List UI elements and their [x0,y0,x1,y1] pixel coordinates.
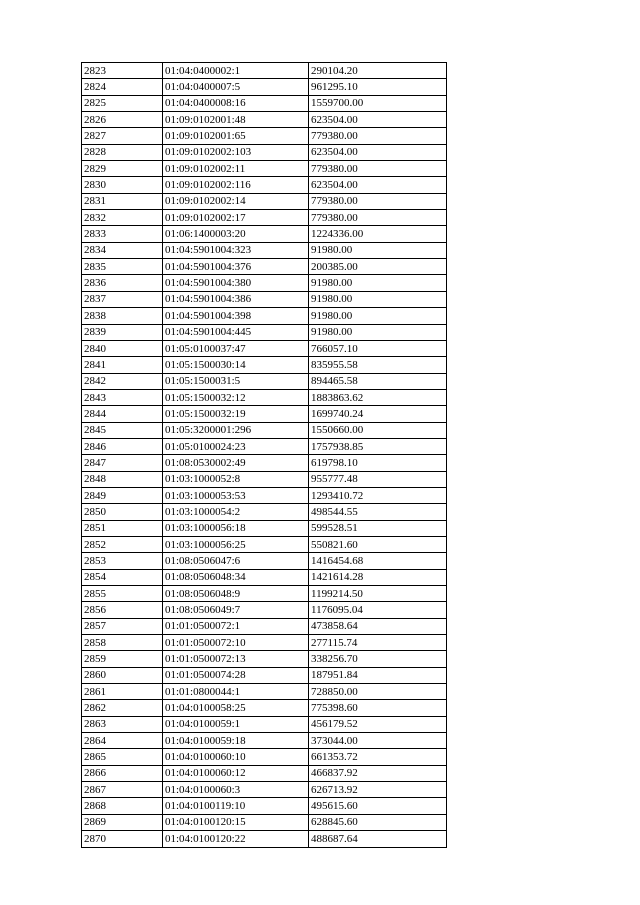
cadastral-number-cell: 01:04:0400008:16 [163,95,309,111]
amount-cell: 1224336.00 [309,226,447,242]
cadastral-number-cell: 01:04:5901004:398 [163,308,309,324]
cadastral-number-cell: 01:04:0100060:3 [163,782,309,798]
table-row [82,553,447,569]
amount-cell: 91980.00 [309,308,447,324]
row-number-cell: 2836 [82,275,163,291]
table-row [82,504,447,520]
cadastral-number-cell: 01:08:0506049:7 [163,602,309,618]
table-row [82,782,447,798]
row-number-cell: 2826 [82,112,163,128]
amount-cell: 623504.00 [309,144,447,160]
amount-cell: 894465.58 [309,373,447,389]
table-row [82,291,447,307]
table-row [82,487,447,503]
cadastral-number-cell: 01:05:1500030:14 [163,357,309,373]
row-number-cell: 2858 [82,635,163,651]
table-row [82,357,447,373]
table-row [82,716,447,732]
row-number-cell: 2847 [82,455,163,471]
row-number-cell: 2860 [82,667,163,683]
row-number-cell: 2831 [82,193,163,209]
table-row [82,128,447,144]
table-row [82,667,447,683]
row-number-cell: 2834 [82,242,163,258]
amount-cell: 91980.00 [309,275,447,291]
cadastral-number-cell: 01:01:0500072:1 [163,618,309,634]
table-row [82,226,447,242]
table-row [82,275,447,291]
amount-cell: 277115.74 [309,635,447,651]
cadastral-number-cell: 01:08:0506047:6 [163,553,309,569]
table-row [82,471,447,487]
amount-cell: 373044.00 [309,733,447,749]
table-row [82,569,447,585]
cadastral-number-cell: 01:09:0102001:65 [163,128,309,144]
table-row [82,177,447,193]
table-row [82,193,447,209]
amount-cell: 1293410.72 [309,487,447,503]
row-number-cell: 2825 [82,95,163,111]
table-row [82,389,447,405]
cadastral-number-cell: 01:05:1500032:19 [163,406,309,422]
row-number-cell: 2843 [82,389,163,405]
cadastral-number-cell: 01:04:0400007:5 [163,79,309,95]
row-number-cell: 2862 [82,700,163,716]
amount-cell: 473858.64 [309,618,447,634]
cadastral-number-cell: 01:03:1000053:53 [163,487,309,503]
row-number-cell: 2867 [82,782,163,798]
amount-cell: 961295.10 [309,79,447,95]
table-row [82,586,447,602]
amount-cell: 91980.00 [309,291,447,307]
amount-cell: 766057.10 [309,340,447,356]
amount-cell: 661353.72 [309,749,447,765]
amount-cell: 488687.64 [309,831,447,847]
table-row [82,210,447,226]
amount-cell: 835955.58 [309,357,447,373]
row-number-cell: 2850 [82,504,163,520]
amount-cell: 466837.92 [309,765,447,781]
table-row [82,144,447,160]
amount-cell: 290104.20 [309,63,447,79]
table-row [82,112,447,128]
cadastral-number-cell: 01:04:0100059:18 [163,733,309,749]
table-row [82,422,447,438]
table-row [82,684,447,700]
table-row [82,455,447,471]
row-number-cell: 2835 [82,259,163,275]
row-number-cell: 2869 [82,814,163,830]
amount-cell: 338256.70 [309,651,447,667]
table-row [82,536,447,552]
table-row [82,700,447,716]
row-number-cell: 2866 [82,765,163,781]
table-row [82,242,447,258]
amount-cell: 628845.60 [309,814,447,830]
table-row [82,520,447,536]
row-number-cell: 2865 [82,749,163,765]
row-number-cell: 2857 [82,618,163,634]
table-row [82,308,447,324]
table-row [82,406,447,422]
row-number-cell: 2846 [82,438,163,454]
table-row [82,79,447,95]
table-row [82,831,447,847]
row-number-cell: 2838 [82,308,163,324]
row-number-cell: 2840 [82,340,163,356]
row-number-cell: 2864 [82,733,163,749]
cadastral-number-cell: 01:06:1400003:20 [163,226,309,242]
amount-cell: 779380.00 [309,193,447,209]
cadastral-number-cell: 01:01:0500074:28 [163,667,309,683]
cadastral-number-cell: 01:08:0506048:34 [163,569,309,585]
cadastral-number-cell: 01:09:0102002:14 [163,193,309,209]
amount-cell: 1559700.00 [309,95,447,111]
amount-cell: 626713.92 [309,782,447,798]
amount-cell: 1699740.24 [309,406,447,422]
amount-cell: 623504.00 [309,112,447,128]
cadastral-number-cell: 01:04:0100120:15 [163,814,309,830]
amount-cell: 1550660.00 [309,422,447,438]
cadastral-number-cell: 01:09:0102002:17 [163,210,309,226]
row-number-cell: 2849 [82,487,163,503]
cadastral-number-cell: 01:05:1500031:5 [163,373,309,389]
row-number-cell: 2853 [82,553,163,569]
table-row [82,602,447,618]
cadastral-number-cell: 01:09:0102002:116 [163,177,309,193]
table-row [82,749,447,765]
cadastral-number-cell: 01:01:0800044:1 [163,684,309,700]
amount-cell: 1421614.28 [309,569,447,585]
table-row [82,161,447,177]
row-number-cell: 2852 [82,536,163,552]
cadastral-number-cell: 01:05:0100024:23 [163,438,309,454]
cadastral-number-cell: 01:04:0100119:10 [163,798,309,814]
amount-cell: 728850.00 [309,684,447,700]
cadastral-number-cell: 01:09:0102002:103 [163,144,309,160]
table-row [82,733,447,749]
row-number-cell: 2823 [82,63,163,79]
table-row [82,635,447,651]
table-row [82,259,447,275]
amount-cell: 200385.00 [309,259,447,275]
amount-cell: 775398.60 [309,700,447,716]
cadastral-number-cell: 01:03:1000056:18 [163,520,309,536]
table-row [82,324,447,340]
row-number-cell: 2859 [82,651,163,667]
cadastral-number-cell: 01:01:0500072:10 [163,635,309,651]
cadastral-number-cell: 01:05:0100037:47 [163,340,309,356]
cadastral-number-cell: 01:04:5901004:386 [163,291,309,307]
amount-cell: 91980.00 [309,242,447,258]
cadastral-number-cell: 01:04:5901004:445 [163,324,309,340]
amount-cell: 456179.52 [309,716,447,732]
table-row [82,340,447,356]
row-number-cell: 2837 [82,291,163,307]
row-number-cell: 2848 [82,471,163,487]
amount-cell: 779380.00 [309,128,447,144]
table-row [82,765,447,781]
row-number-cell: 2870 [82,831,163,847]
row-number-cell: 2868 [82,798,163,814]
table-row [82,814,447,830]
row-number-cell: 2863 [82,716,163,732]
cadastral-number-cell: 01:04:5901004:376 [163,259,309,275]
table-row [82,798,447,814]
cadastral-number-cell: 01:04:0100059:1 [163,716,309,732]
table-row [82,618,447,634]
row-number-cell: 2839 [82,324,163,340]
table-row [82,438,447,454]
cadastral-number-cell: 01:09:0102001:48 [163,112,309,128]
amount-cell: 550821.60 [309,536,447,552]
amount-cell: 91980.00 [309,324,447,340]
row-number-cell: 2841 [82,357,163,373]
cadastral-number-cell: 01:04:5901004:323 [163,242,309,258]
cadastral-number-cell: 01:01:0500072:13 [163,651,309,667]
cadastral-number-cell: 01:03:1000052:8 [163,471,309,487]
cadastral-number-cell: 01:05:1500032:12 [163,389,309,405]
row-number-cell: 2828 [82,144,163,160]
row-number-cell: 2854 [82,569,163,585]
amount-cell: 1883863.62 [309,389,447,405]
row-number-cell: 2833 [82,226,163,242]
cadastral-number-cell: 01:04:0100060:10 [163,749,309,765]
amount-cell: 1199214.50 [309,586,447,602]
row-number-cell: 2830 [82,177,163,193]
table-row [82,63,447,79]
amount-cell: 495615.60 [309,798,447,814]
amount-cell: 619798.10 [309,455,447,471]
table-row [82,651,447,667]
cadastral-number-cell: 01:04:0400002:1 [163,63,309,79]
amount-cell: 779380.00 [309,210,447,226]
cadastral-number-cell: 01:03:1000056:25 [163,536,309,552]
row-number-cell: 2861 [82,684,163,700]
cadastral-number-cell: 01:04:5901004:380 [163,275,309,291]
row-number-cell: 2832 [82,210,163,226]
amount-cell: 955777.48 [309,471,447,487]
table-row [82,373,447,389]
amount-cell: 1176095.04 [309,602,447,618]
row-number-cell: 2844 [82,406,163,422]
row-number-cell: 2851 [82,520,163,536]
row-number-cell: 2845 [82,422,163,438]
cadastral-number-cell: 01:03:1000054:2 [163,504,309,520]
cadastral-number-cell: 01:09:0102002:11 [163,161,309,177]
row-number-cell: 2829 [82,161,163,177]
table-row [82,95,447,111]
row-number-cell: 2842 [82,373,163,389]
amount-cell: 187951.84 [309,667,447,683]
cadastral-number-cell: 01:08:0530002:49 [163,455,309,471]
cadastral-number-cell: 01:08:0506048:9 [163,586,309,602]
row-number-cell: 2855 [82,586,163,602]
row-number-cell: 2827 [82,128,163,144]
amount-cell: 599528.51 [309,520,447,536]
table-body [82,63,447,848]
cadastral-number-cell: 01:04:0100060:12 [163,765,309,781]
cadastral-number-cell: 01:05:3200001:296 [163,422,309,438]
cadastral-number-cell: 01:04:0100120:22 [163,831,309,847]
amount-cell: 779380.00 [309,161,447,177]
cadastral-number-cell: 01:04:0100058:25 [163,700,309,716]
row-number-cell: 2856 [82,602,163,618]
amount-cell: 498544.55 [309,504,447,520]
amount-cell: 1757938.85 [309,438,447,454]
data-table [81,62,447,848]
amount-cell: 623504.00 [309,177,447,193]
row-number-cell: 2824 [82,79,163,95]
amount-cell: 1416454.68 [309,553,447,569]
